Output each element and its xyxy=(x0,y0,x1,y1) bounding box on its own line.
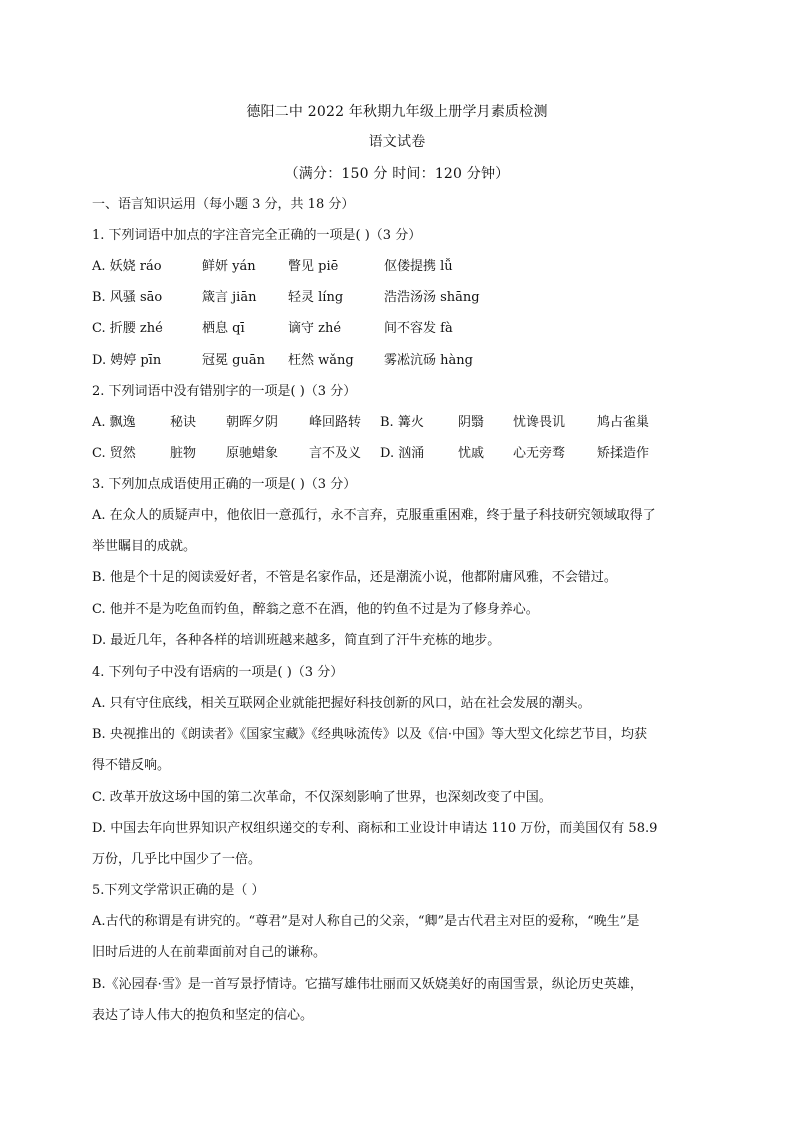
q2-row2-item-3: 原驰蜡象 xyxy=(226,446,279,461)
q2-row2-item-1: C. 贸然 xyxy=(92,446,136,461)
question-5-stem: 5.下列文学常识正确的是（ ） xyxy=(92,883,265,898)
option-b-item-1: B. 风骚 sāo xyxy=(92,290,163,305)
q2-row2-item-5: D. 汹涌 xyxy=(380,446,425,461)
q4-line-5: D. 中国去年向世界知识产权组织递交的专利、商标和工业设计申请达 110 万份，而美国仅有 58.9 xyxy=(92,821,658,836)
option-b-item-4: 浩浩汤汤 shāng xyxy=(384,290,480,305)
option-b-item-3: 轻灵 líng xyxy=(288,290,344,305)
q2-row2-item-7: 心无旁骛 xyxy=(513,446,566,461)
q2-row1-item-6: 阴翳 xyxy=(458,415,485,430)
q2-row2-item-4: 言不及义 xyxy=(309,446,362,461)
question-2-stem: 2. 下列词语中没有错别字的一项是( )（3 分） xyxy=(92,384,357,399)
question-1-stem: 1. 下列词语中加点的字注音完全正确的一项是( )（3 分） xyxy=(92,228,422,243)
option-d-item-2: 冠冕 guān xyxy=(202,353,265,368)
q3-line-2: 举世瞩目的成就。 xyxy=(92,539,197,554)
option-d-item-3: 枉然 wǎng xyxy=(288,353,354,368)
section-title: 一、语言知识运用（每小题 3 分，共 18 分） xyxy=(92,197,355,212)
q4-line-2: B. 央视推出的《朗读者》《国家宝藏》《经典咏流传》以及《信·中国》等大型文化综艺节目，均获 xyxy=(92,727,647,742)
q5-line-2: 旧时后进的人在前辈面前对自己的谦称。 xyxy=(92,945,327,960)
q2-row1-item-1: A. 飘逸 xyxy=(92,415,136,430)
option-a-item-3: 瞥见 piē xyxy=(288,259,339,274)
q3-line-1: A. 在众人的质疑声中，他依旧一意孤行，永不言弃，克服重重困难，终于量子科技研究领域取得了 xyxy=(92,508,656,523)
q3-line-5: D. 最近几年，各种各样的培训班越来越多，简直到了汗牛充栋的地步。 xyxy=(92,633,501,648)
option-c-item-3: 谪守 zhé xyxy=(288,321,342,336)
q4-line-4: C. 改革开放这场中国的第二次革命，不仅深刻影响了世界，也深刻改变了中国。 xyxy=(92,790,552,805)
exam-meta: （满分：150 分 时间：120 分钟） xyxy=(284,166,510,182)
option-a-item-4: 伛偻提携 lǚ xyxy=(384,259,453,274)
q5-line-3: B.《沁园春·雪》是一首写景抒情诗。它描写雄伟壮丽而又妖娆美好的南国雪景，纵论历史英雄， xyxy=(92,977,643,992)
school-title: 德阳二中 2022 年秋期九年级上册学月素质检测 xyxy=(246,104,548,120)
q2-row1-item-7: 忧谗畏讥 xyxy=(513,415,566,430)
question-4-stem: 4. 下列句子中没有语病的一项是( )（3 分） xyxy=(92,665,344,680)
paper-title: 语文试卷 xyxy=(368,134,426,150)
q2-row1-item-2: 秘诀 xyxy=(170,415,197,430)
option-b-item-2: 箴言 jiān xyxy=(202,290,257,305)
q4-line-6: 万份，几乎比中国少了一倍。 xyxy=(92,852,262,867)
q3-line-4: C. 他并不是为吃鱼而钓鱼，醉翁之意不在酒，他的钓鱼不过是为了修身养心。 xyxy=(92,602,539,617)
q5-line-4: 表达了诗人伟大的抱负和坚定的信心。 xyxy=(92,1008,314,1023)
option-d-item-1: D. 娉婷 pīn xyxy=(92,353,162,368)
q2-row2-item-2: 脏物 xyxy=(170,446,197,461)
option-c-item-2: 栖息 qī xyxy=(202,321,245,336)
q2-row2-item-6: 忧戚 xyxy=(458,446,485,461)
q2-row1-item-3: 朝晖夕阴 xyxy=(226,415,279,430)
q3-line-3: B. 他是个十足的阅读爱好者，不管是名家作品，还是潮流小说，他都附庸风雅，不会错过。 xyxy=(92,570,617,585)
option-a-item-2: 鲜妍 yán xyxy=(202,259,256,274)
option-a-item-1: A. 妖娆 ráo xyxy=(92,259,162,274)
q4-line-1: A. 只有守住底线，相关互联网企业就能把握好科技创新的风口，站在社会发展的潮头。 xyxy=(92,696,591,711)
q2-row2-item-8: 矫揉造作 xyxy=(597,446,650,461)
q5-line-1: A.古代的称谓是有讲究的。“尊君”是对人称自己的父亲，“卿”是古代君主对臣的爱称，“晚生”是 xyxy=(92,914,640,929)
q4-line-3: 得不错反响。 xyxy=(92,758,171,773)
q2-row1-item-8: 鸠占雀巢 xyxy=(597,415,650,430)
option-c-item-4: 间不容发 fà xyxy=(384,321,453,336)
option-d-item-4: 雾凇沆砀 hàng xyxy=(384,353,473,368)
question-3-stem: 3. 下列加点成语使用正确的一项是( )（3 分） xyxy=(92,477,357,492)
q2-row1-item-5: B. 篝火 xyxy=(380,415,424,430)
q2-row1-item-4: 峰回路转 xyxy=(309,415,362,430)
option-c-item-1: C. 折腰 zhé xyxy=(92,321,163,336)
